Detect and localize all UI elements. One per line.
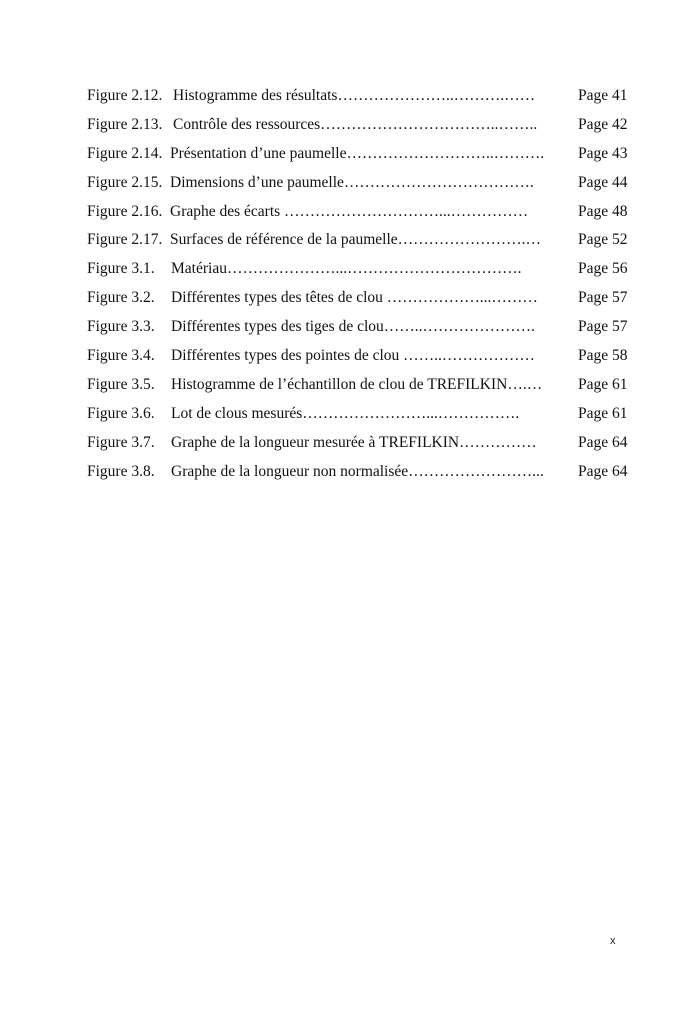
toc-entry [87,460,632,489]
figure-number: Figure 3.1. [87,260,155,278]
figure-page: Page 58 [578,347,628,365]
figure-page: Page 57 [578,289,628,307]
figure-number: Figure 2.16. [87,202,163,220]
figure-number: Figure 3.7. [87,433,155,451]
toc-entry [87,402,632,431]
figure-title: Histogramme des résultats…………………..……….…… [173,87,536,104]
toc-entry [87,257,632,286]
figure-page: Page 56 [578,260,628,278]
figure-number: Figure 3.6. [87,404,155,422]
figure-page: Page 41 [578,87,628,104]
figure-title: Différentes types des pointes de clou ……..……………… [171,347,535,365]
figure-page: Page 64 [578,462,628,480]
figure-number: Figure 2.13. [87,115,163,133]
figure-title: Différentes types des tiges de clou……..…………………. [171,318,535,336]
figure-page: Page 52 [578,231,628,249]
toc-entry [87,315,632,344]
toc-entry [87,84,632,113]
figure-number: Figure 2.14. [87,144,163,162]
figure-title: Dimensions d’une paumelle………………………………. [170,173,534,191]
list-of-figures [87,84,632,488]
toc-entry [87,171,632,200]
toc-entry [87,113,632,142]
figure-number: Figure 3.2. [87,289,155,307]
toc-entry [87,142,632,171]
figure-page: Page 48 [578,202,628,220]
figure-page: Page 57 [578,318,628,336]
figure-title: Contrôle des ressources……………………………..…….. [173,115,538,133]
page-number: x [610,935,616,947]
figure-number: Figure 2.17. [87,231,163,249]
figure-title: Histogramme de l’échantillon de clou de TREFILKIN….… [171,375,543,393]
figure-number: Figure 3.3. [87,318,155,336]
figure-page: Page 64 [578,433,628,451]
figure-title: Différentes types des têtes de clou ………………...……… [171,289,538,307]
figure-number: Figure 3.4. [87,347,155,365]
figure-number: Figure 2.15. [87,173,163,191]
toc-entry [87,200,632,229]
figure-page: Page 44 [578,173,628,191]
figure-title: Matériau…………………...……………………………. [171,260,522,278]
figure-page: Page 43 [578,144,628,162]
figure-title: Graphe des écarts …………………………...…………… [170,202,529,220]
figure-title: Graphe de la longueur mesurée à TREFILKIN…………… [171,433,537,451]
figure-page: Page 61 [578,404,628,422]
figure-title: Surfaces de référence de la paumelle…………………….… [170,231,542,249]
figure-title: Présentation d’une paumelle………………………..………. [170,144,545,162]
figure-number: Figure 2.12. [87,87,163,104]
figure-number: Figure 3.5. [87,375,155,393]
figure-number: Figure 3.8. [87,462,155,480]
toc-entry [87,344,632,373]
figure-title: Graphe de la longueur non normalisée……………………... [171,462,544,480]
toc-entry [87,286,632,315]
toc-entry [87,373,632,402]
figure-title: Lot de clous mesurés……………………...……………. [171,404,520,422]
toc-entry [87,431,632,460]
figure-page: Page 61 [578,375,628,393]
figure-page: Page 42 [578,115,628,133]
toc-entry [87,228,632,257]
